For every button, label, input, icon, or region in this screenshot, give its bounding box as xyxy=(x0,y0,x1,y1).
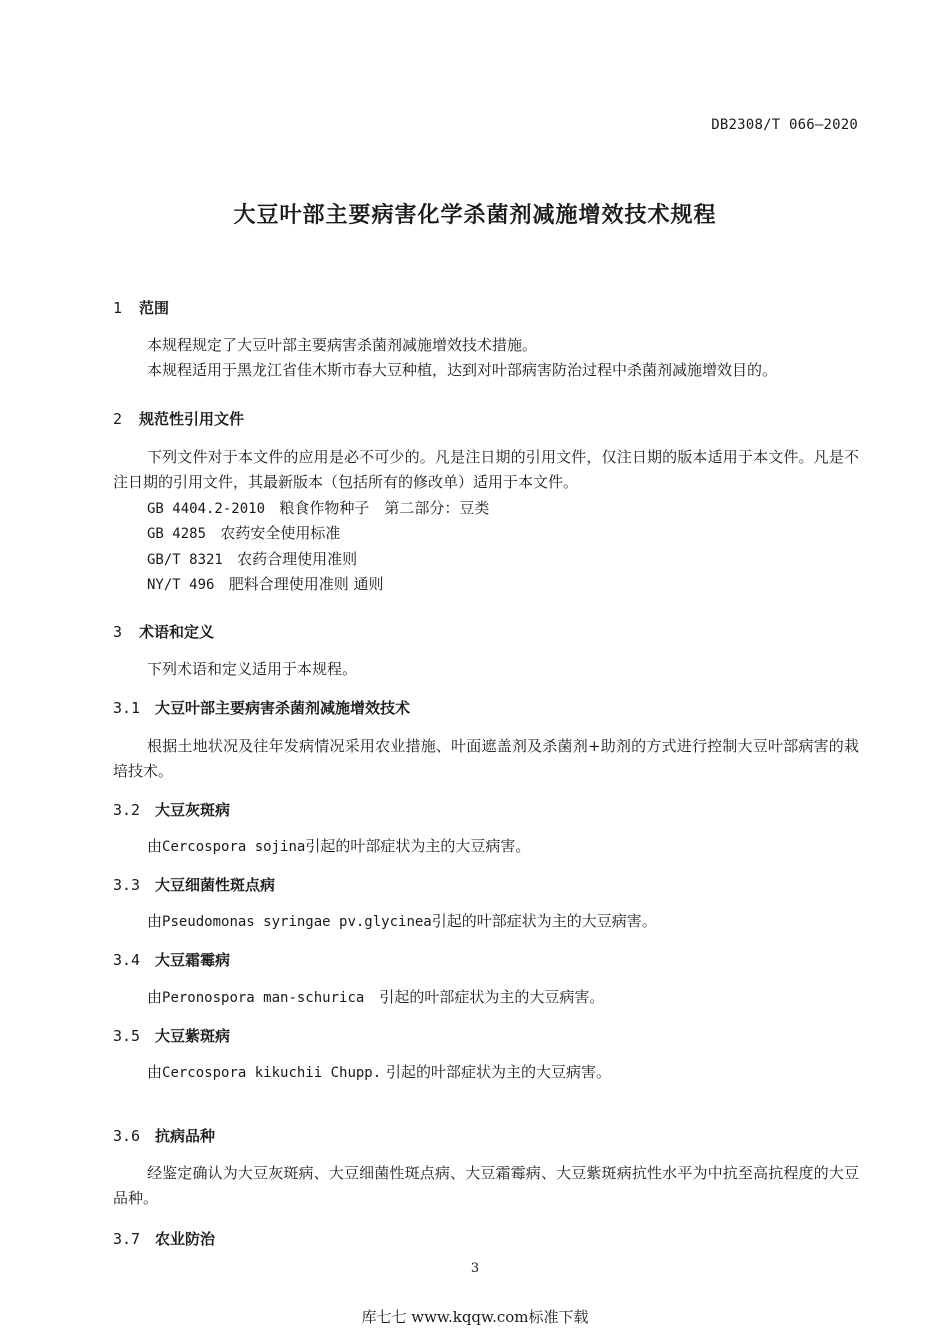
text-suffix: 引起的叶部症状为主的大豆病害。 xyxy=(381,1063,611,1081)
section-number: 2 xyxy=(113,410,123,428)
reference-code: GB 4404.2-2010 xyxy=(147,501,266,517)
standard-number: DB2308/T 066—2020 xyxy=(711,117,858,133)
term-3-4-heading xyxy=(113,949,230,970)
footer-watermark[interactable]: 库七七 www.kqqw.com标准下载 xyxy=(361,1308,589,1326)
text-suffix: 引起的叶部症状为主的大豆病害。 xyxy=(431,912,657,930)
paragraph: 下列术语和定义适用于本规程。 xyxy=(147,660,358,678)
term-definition: 经鉴定确认为大豆灰斑病、大豆细菌性斑点病、大豆霜霉病、大豆紫斑病抗性水平为中抗至高抗程度的大豆品种。 xyxy=(113,1164,859,1207)
term-3-5-heading xyxy=(113,1025,230,1046)
section-number: 3 xyxy=(113,623,123,641)
reference-name: 肥料合理使用准则 通则 xyxy=(228,575,384,593)
reference-item xyxy=(147,497,489,518)
term-title: 大豆紫斑病 xyxy=(155,1027,231,1045)
reference-name: 农药安全使用标准 xyxy=(220,524,341,542)
section-number: 1 xyxy=(113,299,123,317)
term-3-2-heading xyxy=(113,799,230,820)
term-number: 3.3 xyxy=(113,876,141,894)
paragraph: 下列文件对于本文件的应用是必不可少的。凡是注日期的引用文件，仅注日期的版本适用于本文件。凡是不注日期的引用文件，其最新版本（包括所有的修改单）适用于本文件。 xyxy=(113,448,859,491)
text-suffix: 引起的叶部症状为主的大豆病害。 xyxy=(364,988,605,1006)
term-definition xyxy=(113,985,859,1011)
term-number: 3.7 xyxy=(113,1230,141,1248)
reference-code: GB 4285 xyxy=(147,526,207,542)
term-title: 农业防治 xyxy=(155,1230,216,1248)
term-title: 大豆灰斑病 xyxy=(155,801,231,819)
reference-code: GB/T 8321 xyxy=(147,552,223,568)
paragraph: 本规程规定了大豆叶部主要病害杀菌剂减施增效技术措施。 xyxy=(147,336,538,354)
section-1-heading xyxy=(113,297,169,318)
term-definition xyxy=(113,834,859,860)
term-title: 抗病品种 xyxy=(155,1127,216,1145)
text-prefix: 由 xyxy=(147,837,163,855)
term-3-3-heading xyxy=(113,874,275,895)
term-number: 3.2 xyxy=(113,801,141,819)
latin-name: Pseudomonas syringae pv.glycinea xyxy=(162,914,432,930)
text-prefix: 由 xyxy=(147,912,163,930)
term-number: 3.6 xyxy=(113,1127,141,1145)
document-title: 大豆叶部主要病害化学杀菌剂减施增效技术规程 xyxy=(233,203,717,228)
term-title: 大豆细菌性斑点病 xyxy=(155,876,276,894)
reference-item xyxy=(147,548,357,569)
paragraph: 本规程适用于黑龙江省佳木斯市春大豆种植，达到对叶部病害防治过程中杀菌剂减施增效目的。 xyxy=(147,361,778,379)
section-title: 规范性引用文件 xyxy=(139,410,245,428)
section-title: 范围 xyxy=(139,299,170,317)
term-number: 3.4 xyxy=(113,951,141,969)
latin-name: Cercospora kikuchii Chupp. xyxy=(162,1065,382,1081)
term-3-6-heading xyxy=(113,1125,215,1146)
text-suffix: 引起的叶部症状为主的大豆病害。 xyxy=(305,837,531,855)
reference-name: 粮食作物种子 第二部分：豆类 xyxy=(279,499,490,517)
term-3-7-heading xyxy=(113,1228,215,1249)
latin-name: Peronospora man-schurica xyxy=(162,990,365,1006)
reference-name: 农药合理使用准则 xyxy=(237,550,358,568)
term-definition xyxy=(113,1060,859,1086)
page-number: 3 xyxy=(470,1261,480,1276)
latin-name: Cercospora sojina xyxy=(162,839,306,855)
term-title: 大豆霜霉病 xyxy=(155,951,231,969)
reference-item xyxy=(147,573,384,594)
text-prefix: 由 xyxy=(147,988,163,1006)
term-definition: 根据土地状况及往年发病情况采用农业措施、叶面遮盖剂及杀菌剂+助剂的方式进行控制大豆叶部病害的栽培技术。 xyxy=(113,737,859,780)
term-number: 3.5 xyxy=(113,1027,141,1045)
text-prefix: 由 xyxy=(147,1063,163,1081)
section-title: 术语和定义 xyxy=(139,623,215,641)
section-3-heading xyxy=(113,621,214,642)
reference-code: NY/T 496 xyxy=(147,577,215,593)
term-definition xyxy=(113,909,859,935)
term-number: 3.1 xyxy=(113,699,141,717)
term-3-1-heading xyxy=(113,697,410,718)
section-2-heading xyxy=(113,408,244,429)
reference-item xyxy=(147,522,340,543)
term-title: 大豆叶部主要病害杀菌剂减施增效技术 xyxy=(155,699,411,717)
